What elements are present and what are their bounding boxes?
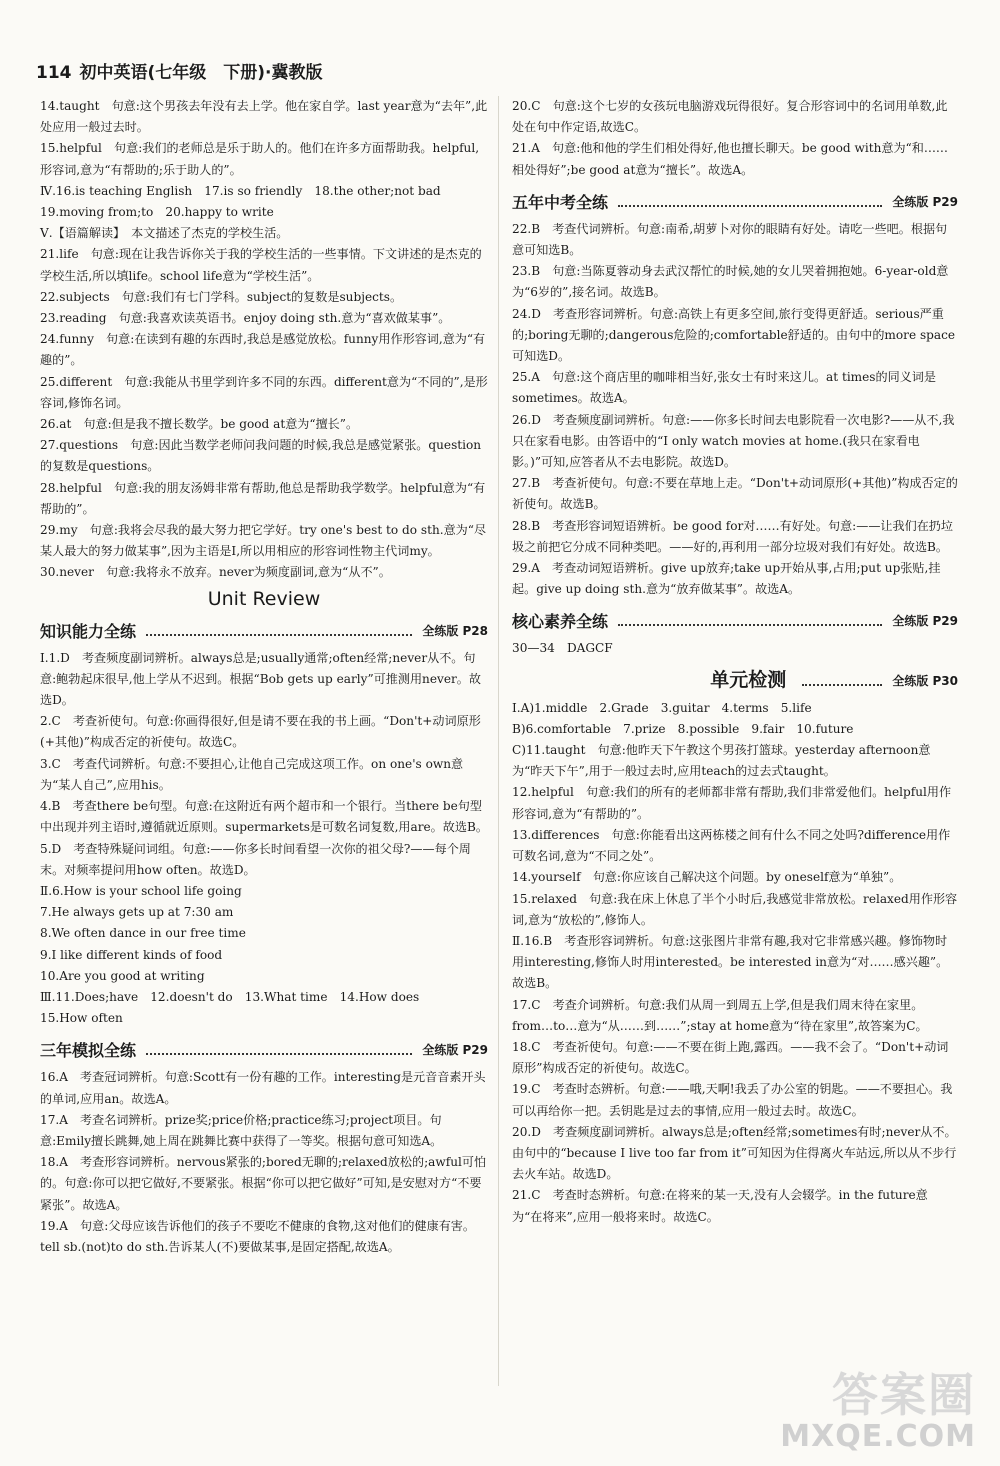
left-column: [40, 96, 488, 1258]
answer-line: 17.A 考查名词辨析。prize奖;price价格;practice练习;project项目。句意:Emily擅长跳舞,她上周在跳舞比赛中获得了一等奖。根据句意可知选A。: [40, 1112, 443, 1148]
section-label: 五年中考全练: [512, 192, 609, 212]
answer-line: 23.B 句意:当陈夏蓉动身去武汉帮忙的时候,她的女儿哭着拥抱她。6-year-old意为“6岁的”,接名词。故选B。: [512, 264, 949, 300]
answer-line: 27.B 考查祈使句。句意:不要在草地上走。“Don't+动词原形(+其他)”构成否定的祈使句。故选B。: [512, 476, 958, 512]
left-answers-part1: [40, 96, 488, 584]
answer-line: 30.never 句意:我将永不放弃。never为频度副词,意为“从不”。: [40, 565, 391, 580]
section-ref: 全练版 P30: [892, 673, 958, 688]
answer-line: 25.A 句意:这个商店里的咖啡相当好,张女士有时来这儿。at times的同义词是sometimes。故选A。: [512, 370, 936, 406]
right-column: [512, 96, 958, 1228]
answer-line: 14.taught 句意:这个男孩去年没有去上学。他在家自学。last year意为“去年”,此处应用一般过去时。: [40, 99, 488, 135]
right-answers-part2: [512, 219, 958, 601]
watermark: [780, 1370, 976, 1454]
answer-line: Ⅰ.A)1.middle 2.Grade 3.guitar 4.terms 5.life: [512, 700, 812, 715]
section-ref: 全练版 P28: [422, 623, 488, 638]
answer-line: 29.A 考查动词短语辨析。give up放弃;take up开始从事,占用;put up张贴,挂起。give up doing sth.意为“放弃做某事”。故选A。: [512, 561, 941, 597]
dotted-leader: [146, 1053, 412, 1055]
answer-line: 7.He always gets up at 7:30 am: [40, 905, 234, 920]
answer-line: 21.A 句意:他和他的学生们相处得好,他也擅长聊天。be good with意为“和……相处得好”;be good at意为“擅长”。故选A。: [512, 141, 949, 177]
answer-line: 28.helpful 句意:我的朋友汤姆非常有帮助,他总是帮助我学数学。helpful意为“有帮助的”。: [40, 480, 486, 516]
answer-line: Ⅴ.【语篇解读】 本文描述了杰克的学校生活。: [40, 226, 289, 241]
answer-line: 14.yourself 句意:你应该自己解决这个问题。by oneself意为“单独”。: [512, 870, 902, 885]
answer-line: 20.D 考查频度副词辨析。always总是;often经常;sometimes有时;never从不。由句中的“because I live too far from it”可知因为住得离火车站远,所以从不步行去火车站。故选D。: [512, 1124, 957, 1182]
answer-line: 17.C 考查介词辨析。句意:我们从周一到周五上学,但是我们周末待在家里。from…to…意为“从……到……”;stay at home意为“待在家里”,故答案为C。: [512, 997, 928, 1033]
answer-line: C)11.taught 句意:他昨天下午教这个男孩打篮球。yesterday afternoon意为“昨天下午”,用于一般过去时,应用teach的过去式taught。: [512, 743, 931, 779]
section-header-three-year: [40, 1035, 488, 1061]
unit-review-heading: Unit Review: [207, 587, 321, 610]
section-ref: 全练版 P29: [892, 194, 958, 209]
answer-line: 18.A 考查形容词辨析。nervous紧张的;bored无聊的;relaxed放松的;awful可怕的。句意:你可以把它做好,不要紧张。根据“你可以把它做好”可知,是安慰对方“不要紧张”。故选A。: [40, 1155, 487, 1212]
answer-line: 16.A 考查冠词辨析。句意:Scott有一份有趣的工作。interesting是元音音素开头的单词,应用an。故选A。: [40, 1070, 486, 1106]
answer-line: 15.How often: [40, 1011, 123, 1026]
left-answers-part3: [40, 1067, 488, 1258]
answer-line: Ⅲ.11.Does;have 12.doesn't do 13.What time 14.How does: [40, 989, 420, 1004]
section-header-knowledge: [40, 616, 488, 642]
answer-line: 18.C 考查祈使句。句意:——不要在街上跑,露西。——我不会了。“Don't+动词原形”构成否定的祈使句。故选C。: [512, 1039, 949, 1076]
section-header-core: [512, 606, 958, 632]
answer-line: Ⅰ.1.D 考查频度副词辨析。always总是;usually通常;often经常;never从不。句意:鲍勃起床很早,他上学从不迟到。根据“Bob gets up early”可推测用never。故选D。: [40, 650, 481, 708]
answer-line: B)6.comfortable 7.prize 8.possible 9.fair 10.future: [512, 721, 854, 736]
watermark-url: MXQE.COM: [780, 1419, 976, 1454]
answer-line: 15.relaxed 句意:我在床上休息了半个小时后,我感觉非常放松。relaxed用作形容词,意为“放松的”,修饰人。: [512, 891, 958, 927]
dotted-leader: [618, 624, 882, 626]
answer-line: 25.different 句意:我能从书里学到许多不同的东西。different意为“不同的”,是形容词,修饰名词。: [40, 374, 488, 410]
answer-line: 9.I like different kinds of food: [40, 947, 223, 962]
answer-line: 29.my 句意:我将会尽我的最大努力把它学好。try one's best to do sth.意为“尽某人最大的努力做某事”,因为主语是I,所以用相应的形容词性物主代词my。: [40, 523, 487, 559]
answer-line: 19.C 考查时态辨析。句意:——哦,天啊!我丢了办公室的钥匙。——不要担心。我可以再给你一把。丢钥匙是过去的事情,应用一般过去时。故选C。: [512, 1082, 953, 1118]
column-divider: [498, 96, 499, 1386]
answer-line: 2.C 考查祈使句。句意:你画得很好,但是请不要在我的书上画。“Don't+动词原形(+其他)”构成否定的祈使句。故选C。: [40, 714, 481, 750]
answer-line: 15.helpful 句意:我们的老师总是乐于助人的。他们在许多方面帮助我。helpful,形容词,意为“有帮助的;乐于助人的”。: [40, 141, 480, 177]
answer-line: Ⅱ.6.How is your school life going: [40, 883, 242, 898]
answer-line: Ⅳ.16.is teaching English 17.is so friendly 18.the other;not bad: [40, 183, 441, 198]
answer-line: 30—34 DAGCF: [512, 641, 613, 656]
answer-line: 4.B 考查there be句型。句意:在这附近有两个超市和一个银行。当there be句型中出现并列主语时,遵循就近原则。supermarkets是可数名词复数,用are。故选B。: [40, 799, 488, 835]
dotted-leader: [618, 205, 882, 207]
dotted-leader: [802, 684, 882, 686]
answer-line: 10.Are you good at writing: [40, 968, 205, 983]
answer-line: 5.D 考查特殊疑问词组。句意:——你多长时间看望一次你的祖父母?——每个周末。对频率提问用how often。故选D。: [40, 841, 471, 877]
section-header-five-year: [512, 187, 958, 213]
answer-line: 3.C 考查代词辨析。句意:不要担心,让他自己完成这项工作。on one's own意为“某人自己”,应用his。: [40, 756, 464, 792]
section-ref: 全练版 P29: [422, 1043, 488, 1058]
answer-line: 27.questions 句意:因此当数学老师问我问题的时候,我总是感觉紧张。question的复数是questions。: [40, 438, 482, 474]
answer-line: 28.B 考查形容词短语辨析。be good for对……有好处。句意:——让我们在扔垃圾之前把它分成不同种类吧。——好的,再利用一部分垃圾对我们有好处。故选B。: [512, 518, 953, 554]
watermark-logo: 答案圈: [832, 1368, 976, 1422]
page-header: [36, 58, 323, 83]
right-answers-part1: [512, 96, 958, 181]
section-label: 核心素养全练: [512, 612, 609, 632]
answer-line: 22.subjects 句意:我们有七门学科。subject的复数是subjects。: [40, 289, 403, 304]
section-label: 知识能力全练: [40, 621, 137, 641]
dotted-leader: [146, 634, 412, 636]
answer-line: 24.D 考查形容词辨析。句意:高铁上有更多空间,旅行变得更舒适。serious严重的;boring无聊的;dangerous危险的;comfortable舒适的。由句中的more space可知选D。: [512, 306, 956, 364]
section-header-unit-test: [512, 666, 958, 692]
answer-line: 23.reading 句意:我喜欢读英语书。enjoy doing sth.意为“喜欢做某事”。: [40, 311, 451, 326]
right-answers-part4: [512, 698, 958, 1228]
page-number: 114: [36, 63, 72, 83]
answer-line: 24.funny 句意:在读到有趣的东西时,我总是感觉放松。funny用作形容词,意为“有趣的”。: [40, 332, 486, 368]
answer-line: Ⅱ.16.B 考查形容词辨析。句意:这张图片非常有趣,我对它非常感兴趣。修饰物时用interesting,修饰人时用interested。be interested in意为“对……感兴趣”。故选B。: [512, 933, 949, 991]
answer-line: 21.C 考查时态辨析。句意:在将来的某一天,没有人会辍学。in the future意为“在将来”,应用一般将来时。故选C。: [512, 1188, 928, 1224]
answer-line: 20.C 句意:这个七岁的女孩玩电脑游戏玩得很好。复合形容词中的名词用单数,此处在句中作定语,故选C。: [512, 99, 948, 135]
answer-line: 19.moving from;to 20.happy to write: [40, 205, 274, 220]
answer-line: 19.A 句意:父母应该告诉他们的孩子不要吃不健康的食物,这对他们的健康有害。tell sb.(not)to do sth.告诉某人(不)要做某事,是固定搭配,故选A。: [40, 1218, 475, 1254]
right-answers-part3: [512, 638, 958, 659]
answer-line: 26.D 考查频度副词辨析。句意:——你多长时间去电影院看一次电影?——从不,我只在家看电影。由答语中的“I only watch movies at home.(我只在家看电影。)”可知,应答者从不去电影院。故选D。: [512, 412, 955, 470]
answer-line: 26.at 句意:但是我不擅长数学。be good at意为“擅长”。: [40, 417, 359, 432]
left-answers-part2: [40, 648, 488, 1030]
answer-line: 22.B 考查代词辨析。句意:南希,胡萝卜对你的眼睛有好处。请吃一些吧。根据句意可知选B。: [512, 221, 948, 258]
answer-line: 13.differences 句意:你能看出这两栋楼之间有什么不同之处吗?difference用作可数名词,意为“不同之处”。: [512, 827, 951, 864]
answer-line: 12.helpful 句意:我们的所有的老师都非常有帮助,我们非常爱他们。helpful用作形容词,意为“有帮助的”。: [512, 785, 952, 821]
answer-line: 8.We often dance in our free time: [40, 926, 246, 941]
answer-line: 21.life 句意:现在让我告诉你关于我的学校生活的一些事情。下文讲述的是杰克的学校生活,所以填life。school life意为“学校生活”。: [40, 247, 482, 283]
book-title: 初中英语(七年级 下册)·冀教版: [79, 63, 323, 83]
section-ref: 全练版 P29: [892, 614, 958, 629]
section-label: 单元检测: [710, 668, 787, 691]
section-label: 三年模拟全练: [40, 1041, 137, 1061]
